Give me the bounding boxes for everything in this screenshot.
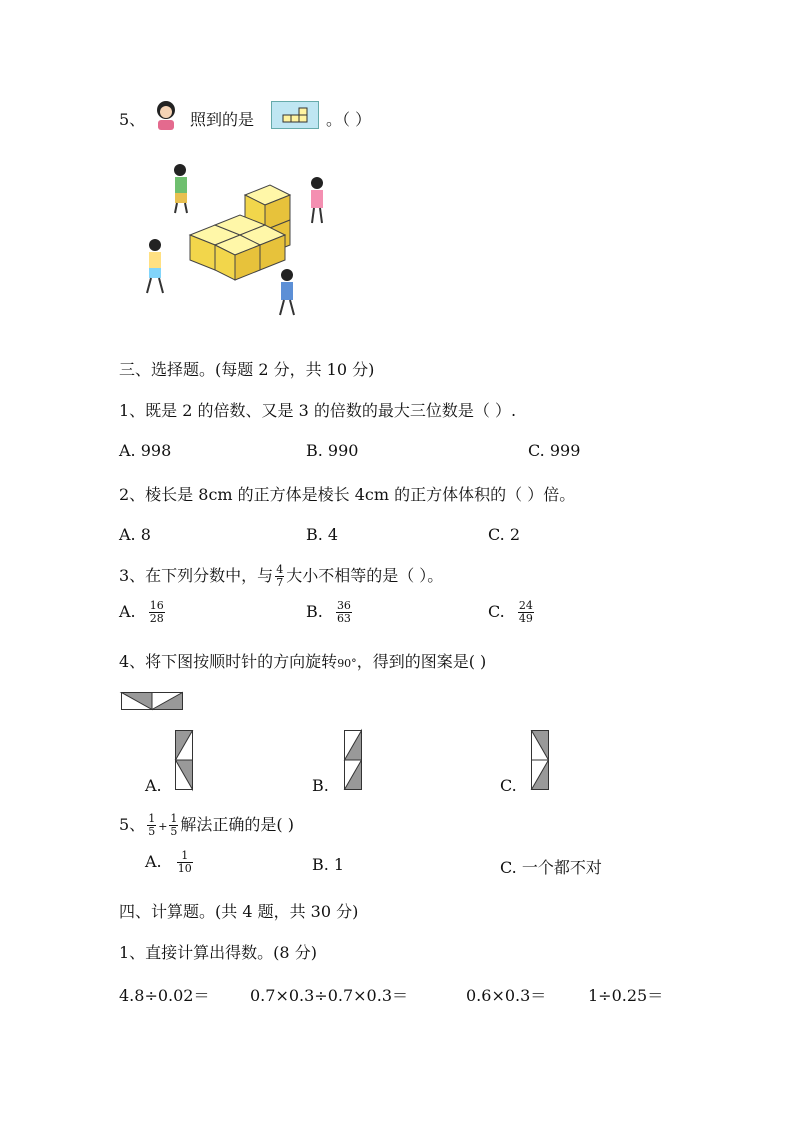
s3-q4-option-b: B.: [312, 776, 329, 795]
s3-q1-option-b: B. 990: [306, 441, 359, 460]
s3-q3-suffix: 大小不相等的是（ ）。: [286, 566, 444, 585]
s3-q3-text: [119, 563, 443, 589]
s3-q4-option-a: A.: [145, 776, 162, 795]
s3-q1-option-c: C. 999: [528, 441, 581, 460]
q4-option-a-figure: [175, 730, 193, 790]
s3-q2-option-c: C. 2: [488, 525, 521, 544]
q5-answer: 。（ ）: [326, 110, 372, 129]
section4-title: 四、计算题。(共 4 题，共 30 分): [119, 902, 359, 921]
s4-q1-title: 1、直接计算出得数。(8 分): [119, 943, 317, 962]
q5-text: 照到的是: [190, 110, 255, 129]
q5-number: 5、: [119, 110, 146, 129]
q4-option-c-figure: [531, 730, 549, 790]
calc-item: 1÷0.25＝: [588, 986, 664, 1005]
cubes-with-children-illustration: [135, 155, 335, 325]
girl-camera-icon: [150, 98, 182, 130]
q4-option-b-figure: [344, 730, 362, 790]
calc-item: 0.7×0.3÷0.7×0.3＝: [250, 986, 409, 1005]
s3-q2-option-b: B. 4: [306, 525, 339, 544]
fraction-1-5-a: $\frac{1}{5}$: [148, 812, 156, 838]
q4-source-figure: [121, 692, 183, 710]
view-shape-icon: [271, 101, 319, 129]
s3-q3-option-b: B. $\frac{36}{63}$: [306, 599, 351, 625]
s3-q4-text: 4、将下图按顺时针的方向旋转90°，得到的图案是( ): [119, 652, 487, 671]
fraction-4-7: $\frac{4}{7}$: [276, 563, 284, 589]
s3-q5-option-c: C. 一个都不对: [500, 858, 602, 877]
s3-q4-degree: 90°: [337, 657, 357, 670]
calc-item: 0.6×0.3＝: [466, 986, 547, 1005]
s3-q2-text: 2、棱长是 8cm 的正方体是棱长 4cm 的正方体体积的（ ）倍。: [119, 485, 576, 504]
calc-item: 4.8÷0.02＝: [119, 986, 210, 1005]
s3-q5-option-a: A. $\frac{1}{10}$: [145, 849, 192, 875]
s3-q5-option-b: B. 1: [312, 855, 345, 874]
s3-q1-text: 1、既是 2 的倍数、又是 3 的倍数的最大三位数是（ ）.: [119, 401, 517, 420]
s3-q1-option-a: A. 998: [119, 441, 172, 460]
fraction-1-5-b: $\frac{1}{5}$: [170, 812, 178, 838]
s3-q3-prefix: 3、在下列分数中，与: [119, 566, 274, 585]
s3-q2-option-a: A. 8: [119, 525, 151, 544]
s3-q5-text: 5、 $\frac{1}{5}$ + $\frac{1}{5}$ 解法正确的是( ): [119, 812, 294, 838]
section3-title: 三、选择题。(每题 2 分，共 10 分): [119, 360, 375, 379]
s3-q4-option-c: C.: [500, 776, 517, 795]
s3-q3-option-a: A. $\frac{16}{28}$: [119, 599, 164, 625]
s3-q3-option-c: C. $\frac{24}{49}$: [488, 599, 533, 625]
